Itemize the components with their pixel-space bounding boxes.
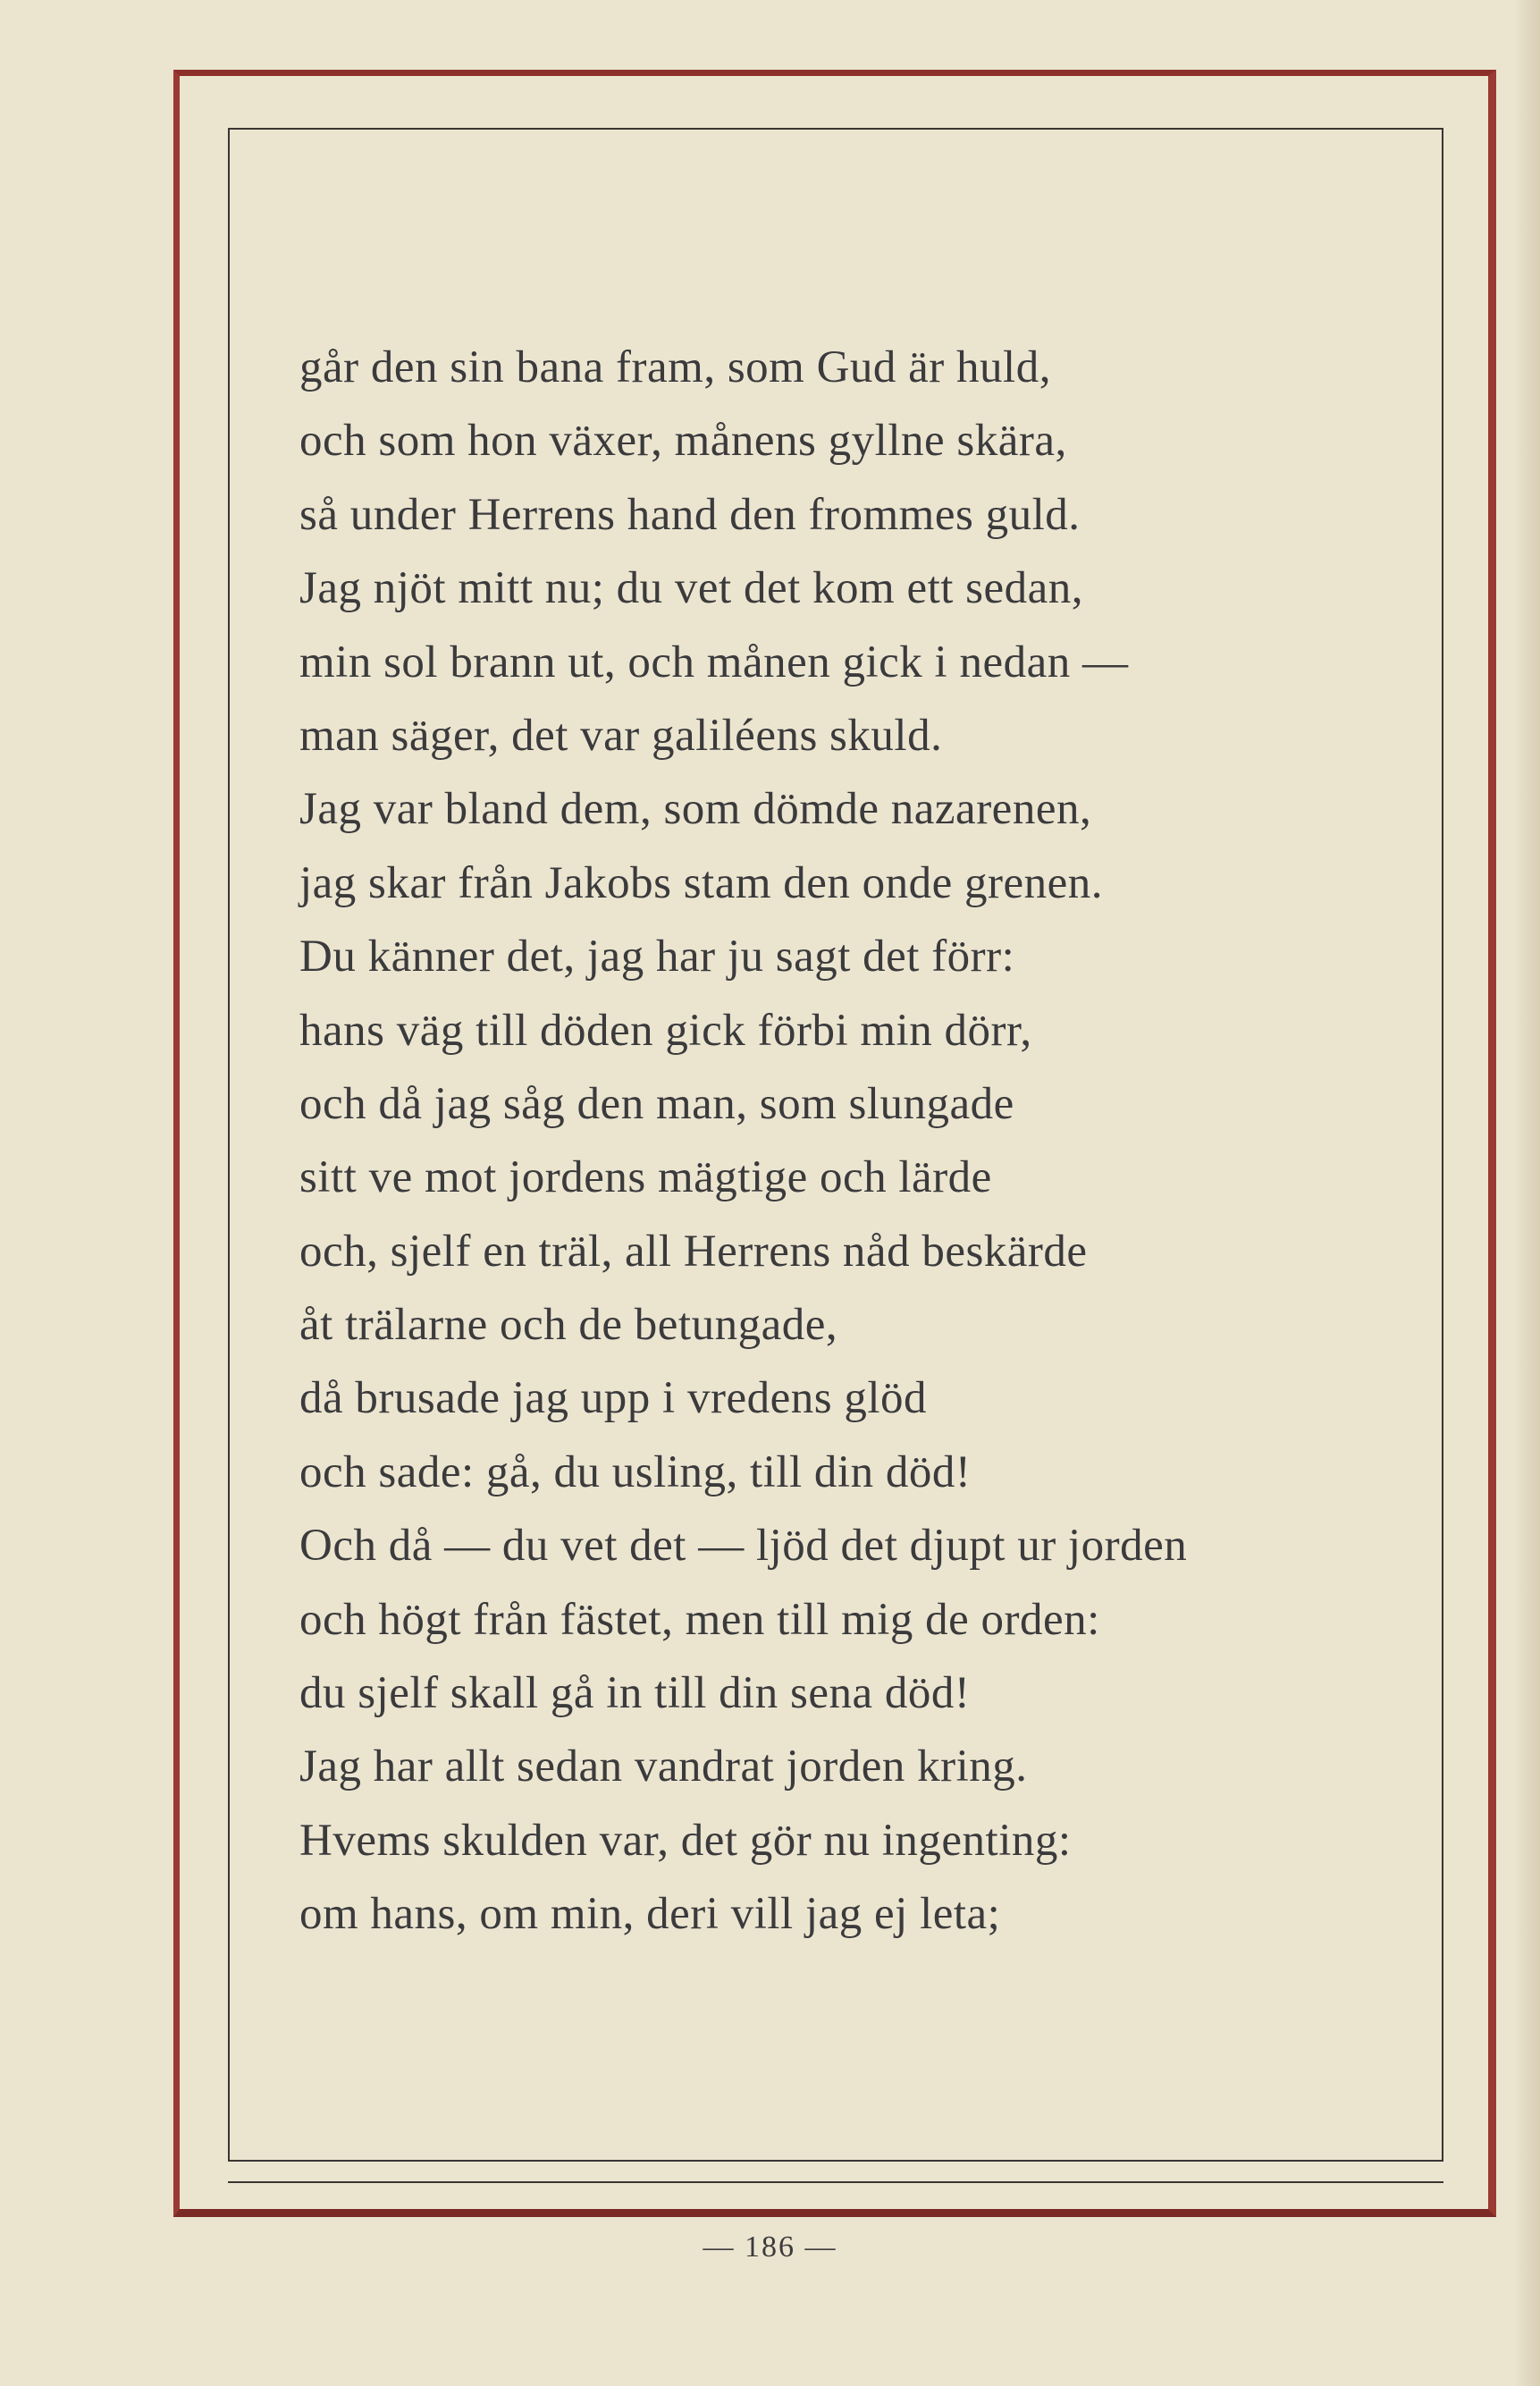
poem-text: [299, 331, 1187, 1952]
poem-line: så under Herrens hand den frommes guld.: [299, 489, 1081, 540]
poem-line: åt trälarne och de betungade,: [299, 1300, 838, 1351]
poem-line: och högt från fästet, men till mig de orden:: [299, 1594, 1100, 1645]
poem-line: sitt ve mot jordens mägtige och lärde: [299, 1152, 992, 1203]
bottom-rule: [228, 2181, 1443, 2183]
poem-line: Hvems skulden var, det gör nu ingenting:: [299, 1815, 1072, 1866]
poem-line: hans väg till döden gick förbi min dörr,: [299, 1005, 1032, 1056]
poem-line: Jag har allt sedan vandrat jorden kring.: [299, 1741, 1028, 1792]
poem-line: och då jag såg den man, som slungade: [299, 1078, 1014, 1129]
poem-line: då brusade jag upp i vredens glöd: [299, 1373, 927, 1424]
poem-line: Du känner det, jag har ju sagt det förr:: [299, 932, 1015, 982]
poem-line: du sjelf skall gå in till din sena död!: [299, 1668, 971, 1719]
poem-line: jag skar från Jakobs stam den onde grenen.: [299, 857, 1104, 908]
poem-line: min sol brann ut, och månen gick i nedan —: [299, 637, 1129, 687]
poem-line: Och då — du vet det — ljöd det djupt ur jorden: [299, 1521, 1188, 1572]
poem-line: går den sin bana fram, som Gud är huld,: [299, 342, 1051, 392]
poem-line: och, sjelf en träl, all Herrens nåd beskärde: [299, 1226, 1088, 1277]
page-number: — 186 —: [703, 2230, 837, 2264]
page-edge: [1513, 0, 1540, 2386]
poem-line: om hans, om min, deri vill jag ej leta;: [299, 1889, 1001, 1940]
poem-line: Jag var bland dem, som dömde nazarenen,: [299, 784, 1092, 835]
poem-line: man säger, det var galiléens skuld.: [299, 710, 943, 761]
poem-line: och sade: gå, du usling, till din död!: [299, 1446, 972, 1497]
poem-line: Jag njöt mitt nu; du vet det kom ett sedan,: [299, 563, 1084, 614]
poem-line: och som hon växer, månens gyllne skära,: [299, 416, 1067, 467]
